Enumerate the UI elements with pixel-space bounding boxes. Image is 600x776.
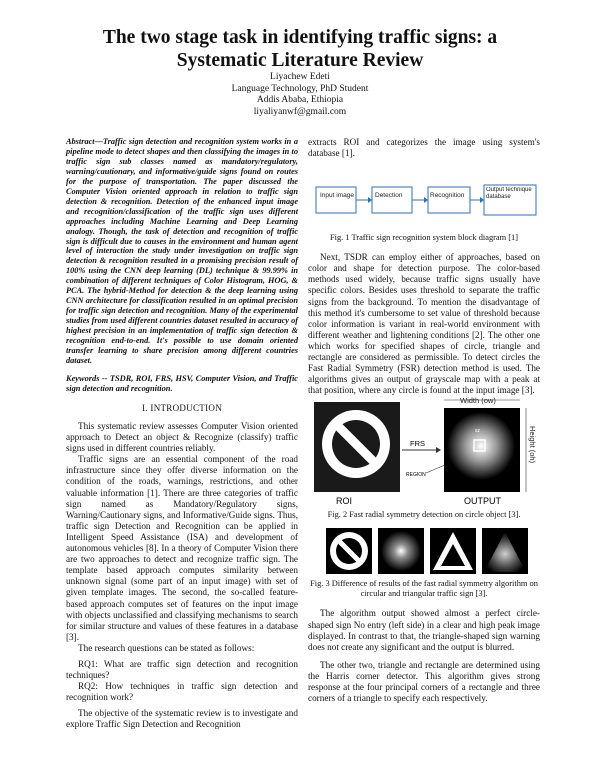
figure-1-block-diagram	[308, 159, 540, 229]
fig2-width-label: Width (ow)	[460, 396, 496, 406]
title-line-2: Systematic Literature Review	[176, 50, 424, 71]
figure-3-frs-comparison	[308, 526, 540, 576]
author-location: Addis Ababa, Ethiopia	[256, 95, 344, 105]
fig1-arrow-head	[480, 197, 484, 203]
author-email: liyaliyanwf@gmail.com	[253, 106, 347, 117]
right-paragraph-2: The algorithm output showed almost a perfect circle-shaped sign No entry (left side) in a clear and high peak image displayed. In contrast to that, the triangle-shaped sign warning does not create any significant and the output is blurred.	[308, 608, 540, 652]
keywords: Keywords -- TSDR, ROI, FRS, HSV, Computer Vision, and Traffic sign detection and recognition.	[66, 373, 298, 393]
intro-paragraph-4: The objective of the systematic review is to investigate and explore Traffic Sign Detection and Recognition	[66, 708, 298, 730]
research-question-2: RQ2: How techniques in traffic sign detection and recognition work?	[66, 681, 298, 703]
intro-paragraph-1: This systematic review assesses Computer Vision oriented approach to Detect an object & Recognize (classify) traffic signs used in different countries reliably.	[66, 421, 298, 454]
figure-3-caption: Fig. 3 Difference of results of the fast radial symmetry algorithm on circular and triangular traffic sign [3].	[310, 579, 538, 599]
paper-title	[60, 26, 540, 72]
fig2-height-label: Height (oh)	[528, 426, 537, 464]
fig2-output-label: OUTPUT	[464, 496, 501, 507]
fig1-box-input	[316, 187, 356, 213]
fig1-box-detection-label: Detection	[375, 192, 403, 200]
fig1-box-detection	[372, 187, 412, 213]
author-affiliation: Language Technology, PhD Student	[231, 83, 369, 94]
fig1-box-recognition-label: Recognition	[430, 192, 465, 200]
figure-1-caption: Fig. 1 Traffic sign recognition system block diagram [1]	[329, 233, 519, 243]
fig1-arrow-head	[424, 197, 428, 203]
fig2-output-peak	[447, 412, 515, 480]
right-paragraph-0: extracts ROI and categorizes the image using system's database [1].	[308, 137, 540, 159]
figure-2-caption: Fig. 2 Fast radial symmetry detection on circle object [3].	[327, 510, 521, 520]
research-question-1: RQ1: What are traffic sign detection and recognition techniques?	[66, 658, 298, 681]
fig1-box-output	[484, 185, 536, 215]
right-paragraph-3: The other two, triangle and rectangle are determined using the Harris corner detector. This algorithm gives strong response at the four principal corners of a rectangle and three corners of a triangle to specify each respectively.	[308, 659, 540, 704]
author-name: Liyachew Edeti	[270, 72, 330, 82]
fig2-roi-label: ROI	[336, 496, 353, 507]
abstract: Abstract—Traffic sign detection and recognition system works in a pipeline mode to detect shapes and then classifying the images in to traffic sign sub classes named as mandatory/regulatory, warning/cautionary, and informative/guide signs found on routes for the purpose of transportation. The paper discussed the Computer Vision oriented approach in relation to traffic sign detection & recognition. Detection of the enhanced input image and recognition/classification of the traffic sign uses different approaches including Machine Learning and Deep Learning analogy. Though, the task of detection and recognition of traffic sign is difficult due to causes in the environment and human agent level of interaction the study under investigation on traffic sign detection & recognition resulted in a promising precision result of 100% using the CNN deep learning (DL) technique & 99.99% in combination of different techniques of Color Histogram, HOG, & PCA. The hybrid-Method for detection & the deep learning using CNN architecture for classification resulted in an optimal precision for traffic sign detection and recognition. Many of the experimental studies from used different countries dataset resulted in accuracy of highest precision in an implementation of traffic sign detection & recognition end-to-end. It's possible to use domain oriented transfer learning to share precision among different countries dataset.	[66, 137, 298, 365]
section-heading-introduction: I. INTRODUCTION	[142, 402, 222, 413]
fig2-frs-label: FRS	[410, 439, 425, 449]
fig1-box-input-label: Input image	[320, 192, 354, 200]
author-block	[150, 72, 450, 118]
right-paragraph-1: Next, TSDR can employ either of approaches, based on color and shape for detection purpose. The color-based methods used widely, because traffic signs usually have specific colors. Besides uses threshold to separate the traffic signs from the background. To mention the disadvantage of this method it's cumbersome to set value of threshold because color information is variant in real-world environment with different weather and lightening conditions [2]. The other one which works for specified shapes of circle, triangle and rectangle are considered as permissible. To detect circles the Fast Radial Symmetry (FSR) detection method is used. The algorithms gives an output of grayscale map with a peak at that position, where any circle is found at the input image [3].	[308, 252, 540, 396]
intro-paragraph-2: Traffic signs are an essential component of the road infrastructure since they offer diverse information on the condition of the roads, warnings, restrictions, and other valuable information [1]. There are three categories of traffic sign named as Mandatory/Regulatory signs, Warning/Cautionary signs, and Informative/Guide signs. Thus, traffic sign Detection and Recognition can be applied in Intelligent Speed Assistance (ISA) and development of autonomous vehicles [8]. In a theory of Computer Vision there are two approaches to detect and recognize traffic sign. The template based approach computes similarity between unknown signal (some part of an input image) with set of given template images. The second, the so-called feature-based approach computes set of features on the input image with objects unclassified and classifying mechanisms to search for similar structure and values of these features in a database [3].	[66, 454, 298, 642]
fig1-box-recognition	[428, 187, 470, 213]
right-column	[308, 137, 540, 704]
left-column	[66, 137, 298, 731]
fig1-arrow-head	[368, 197, 372, 203]
intro-paragraph-3: The research questions can be stated as follows:	[78, 642, 255, 653]
fig2-region-label: REGION	[406, 472, 426, 479]
fig2-sz-label: sz	[475, 428, 480, 435]
fig1-box-output-label: Output technique database	[486, 187, 532, 201]
figure-2-frs-detection	[308, 396, 540, 508]
title-line-1: The two stage task in identifying traffic signs: a	[102, 27, 498, 48]
